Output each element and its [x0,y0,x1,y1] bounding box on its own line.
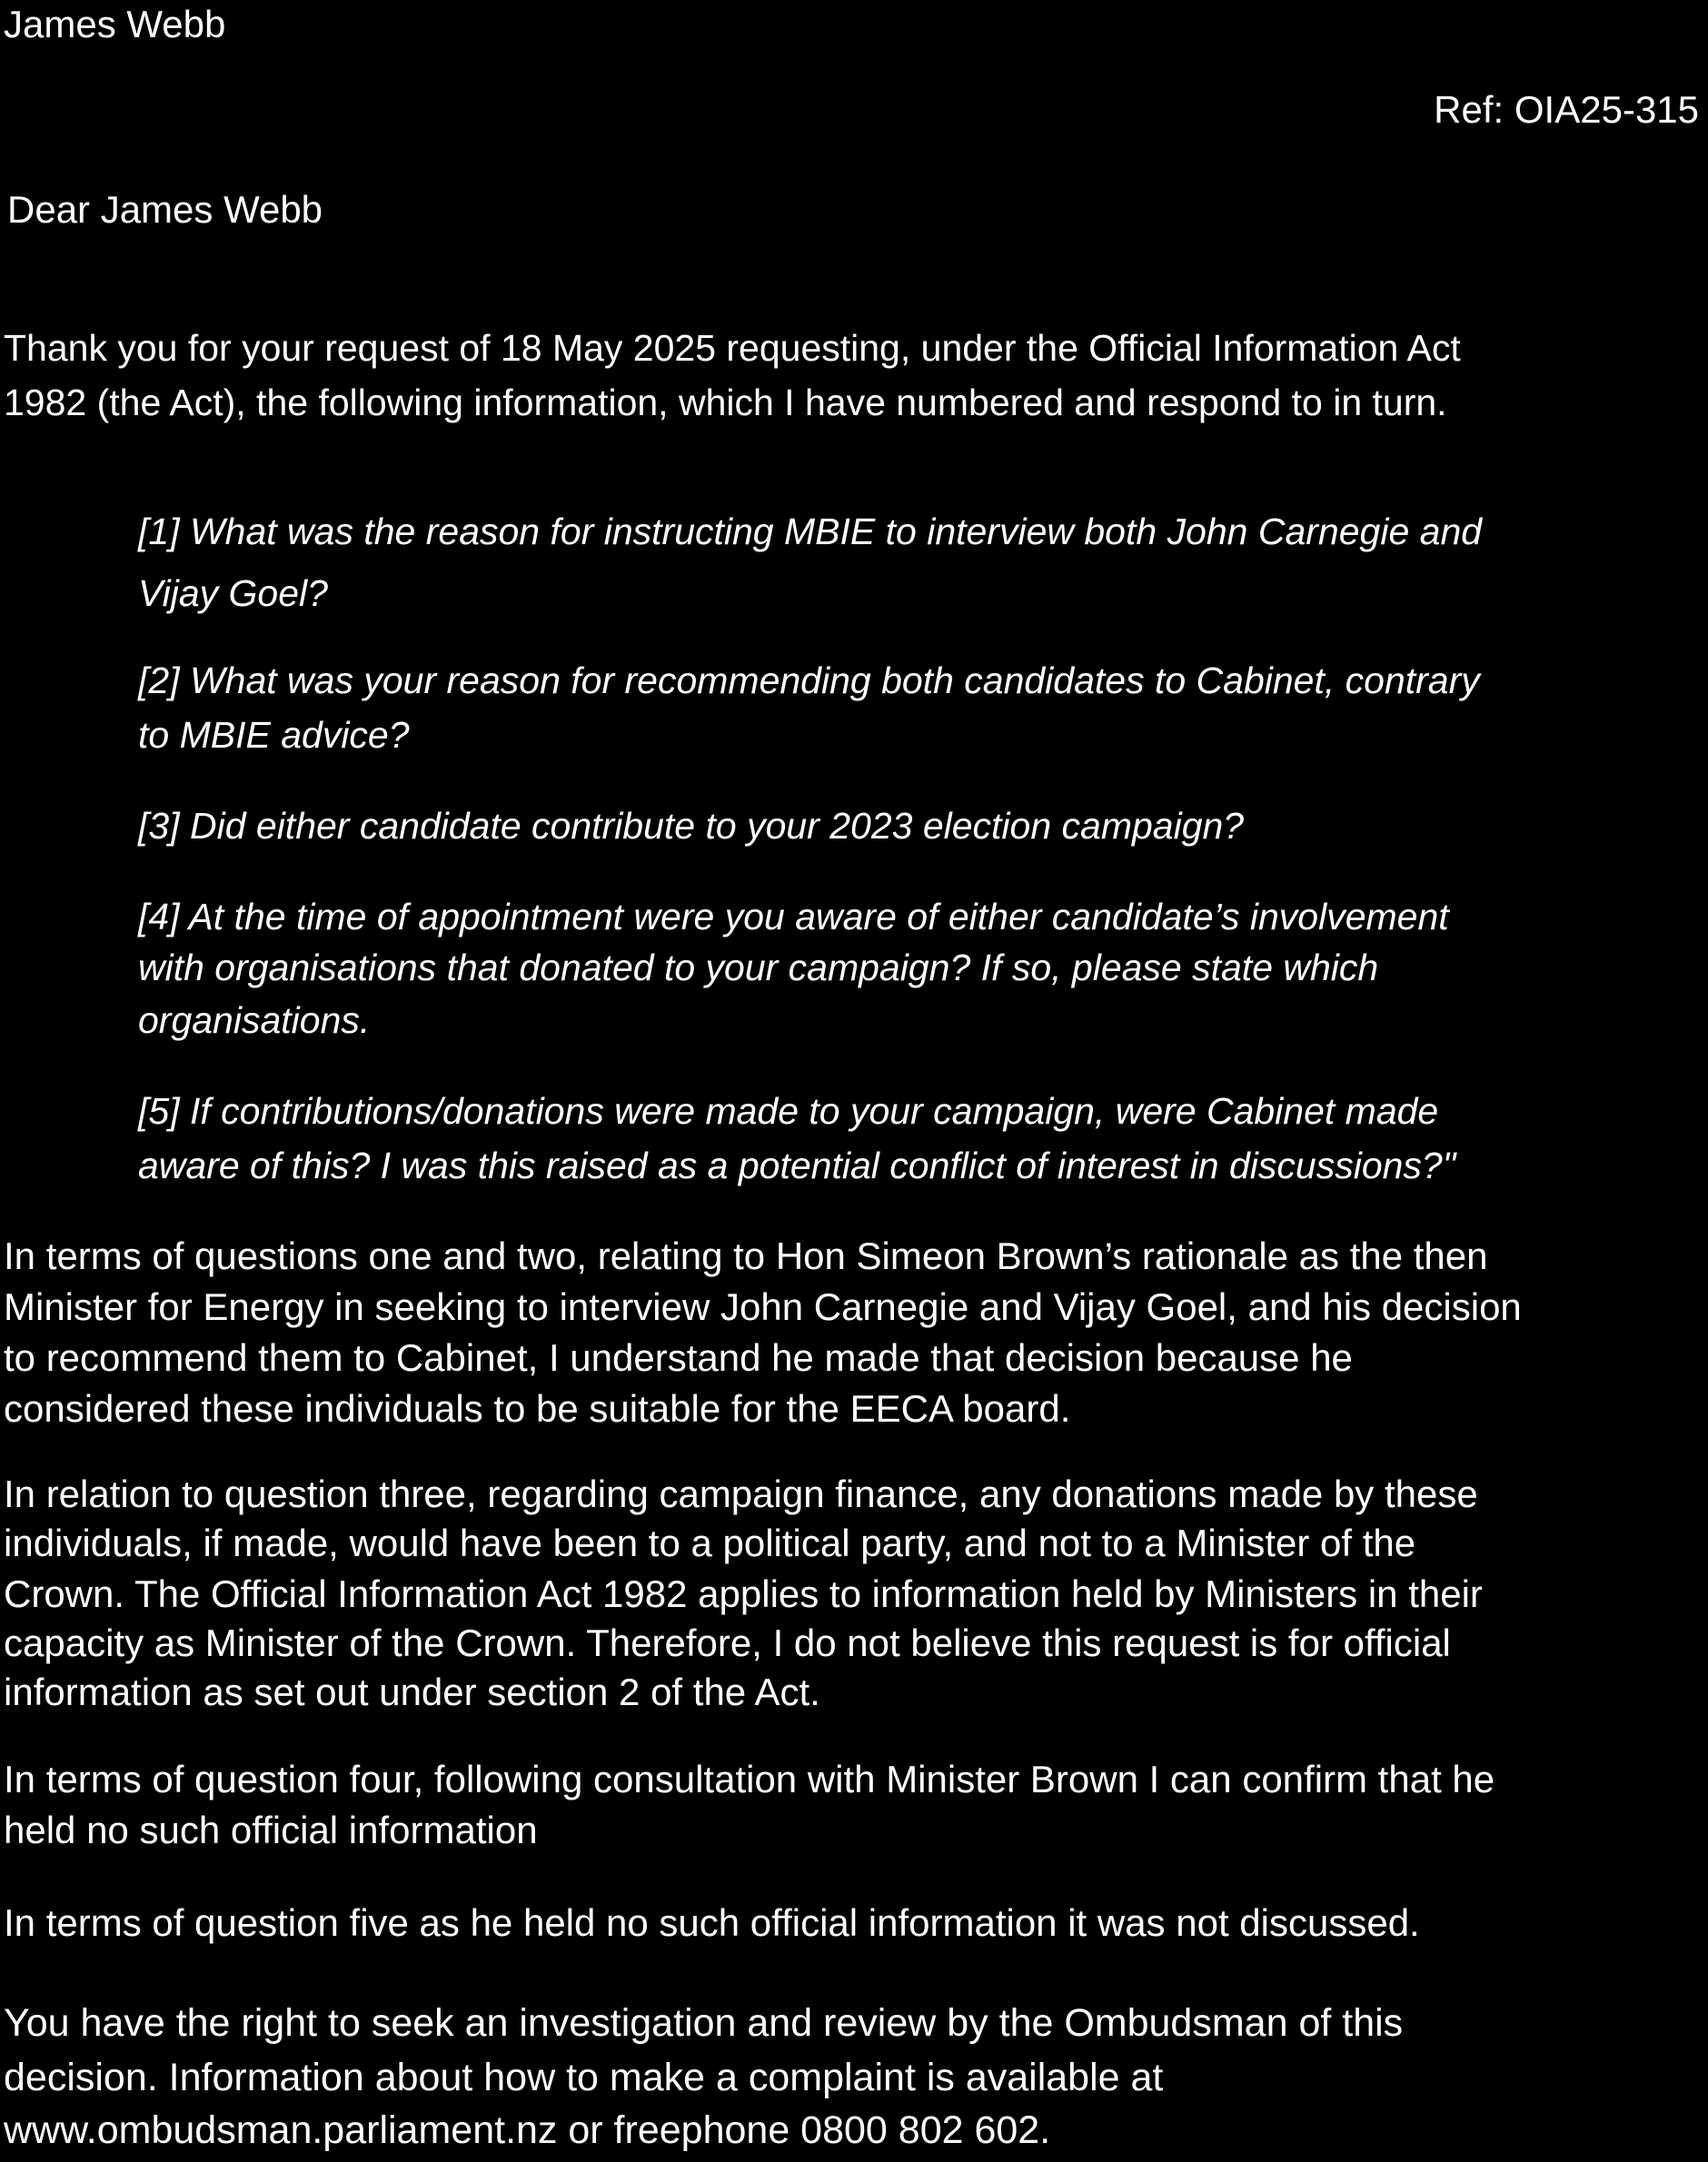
question-line: organisations. [138,999,371,1041]
response-line: information as set out under section 2 of the Act. [4,1671,820,1713]
response-line: capacity as Minister of the Crown. Therefore, I do not believe this request is for official [4,1622,1451,1664]
question-line: [4] At the time of appointment were you aware of either candidate’s involvement [138,896,1449,937]
reference-number: Ref: OIA25-315 [1434,88,1699,131]
question-line: [3] Did either candidate contribute to your 2023 election campaign? [138,805,1245,847]
response-line: considered these individuals to be suitable for the EECA board. [4,1387,1071,1430]
question-line: [5] If contributions/donations were made to your campaign, were Cabinet made [138,1090,1439,1132]
response-line: held no such official information [4,1809,538,1851]
recipient-name: James Webb [4,3,226,45]
response-line: In terms of question five as he held no such official information it was not discussed. [4,1901,1420,1944]
response-line: individuals, if made, would have been to a political party, and not to a Minister of the [4,1522,1416,1564]
response-line: You have the right to seek an investigation and review by the Ombudsman of this [4,2001,1404,2045]
intro-line: 1982 (the Act), the following information, which I have numbered and respond to in turn. [4,382,1447,423]
intro-line: Thank you for your request of 18 May 2025 requesting, under the Official Information Act [4,327,1461,369]
question-line: [2] What was your reason for recommending both candidates to Cabinet, contrary [138,660,1480,701]
response-line: In relation to question three, regarding campaign finance, any donations made by these [4,1473,1478,1515]
response-line: Minister for Energy in seeking to interview John Carnegie and Vijay Goel, and his decision [4,1285,1522,1328]
question-line: [1] What was the reason for instructing MBIE to interview both John Carnegie and [138,511,1483,552]
response-line: In terms of questions one and two, relating to Hon Simeon Brown’s rationale as the then [4,1235,1488,1277]
response-line: In terms of question four, following consultation with Minister Brown I can confirm that he [4,1758,1495,1800]
response-line: Crown. The Official Information Act 1982 applies to information held by Ministers in their [4,1572,1483,1615]
salutation: Dear James Webb [7,188,323,231]
question-line: with organisations that donated to your campaign? If so, please state which [138,947,1379,988]
question-line: aware of this? I was this raised as a potential conflict of interest in discussions?" [138,1145,1456,1186]
response-line: decision. Information about how to make a complaint is available at [4,2056,1164,2099]
question-line: Vijay Goel? [138,572,328,614]
response-line: www.ombudsman.parliament.nz or freephone 0800 802 602. [4,2108,1051,2152]
response-line: to recommend them to Cabinet, I understand he made that decision because he [4,1336,1353,1379]
question-line: to MBIE advice? [138,714,410,756]
